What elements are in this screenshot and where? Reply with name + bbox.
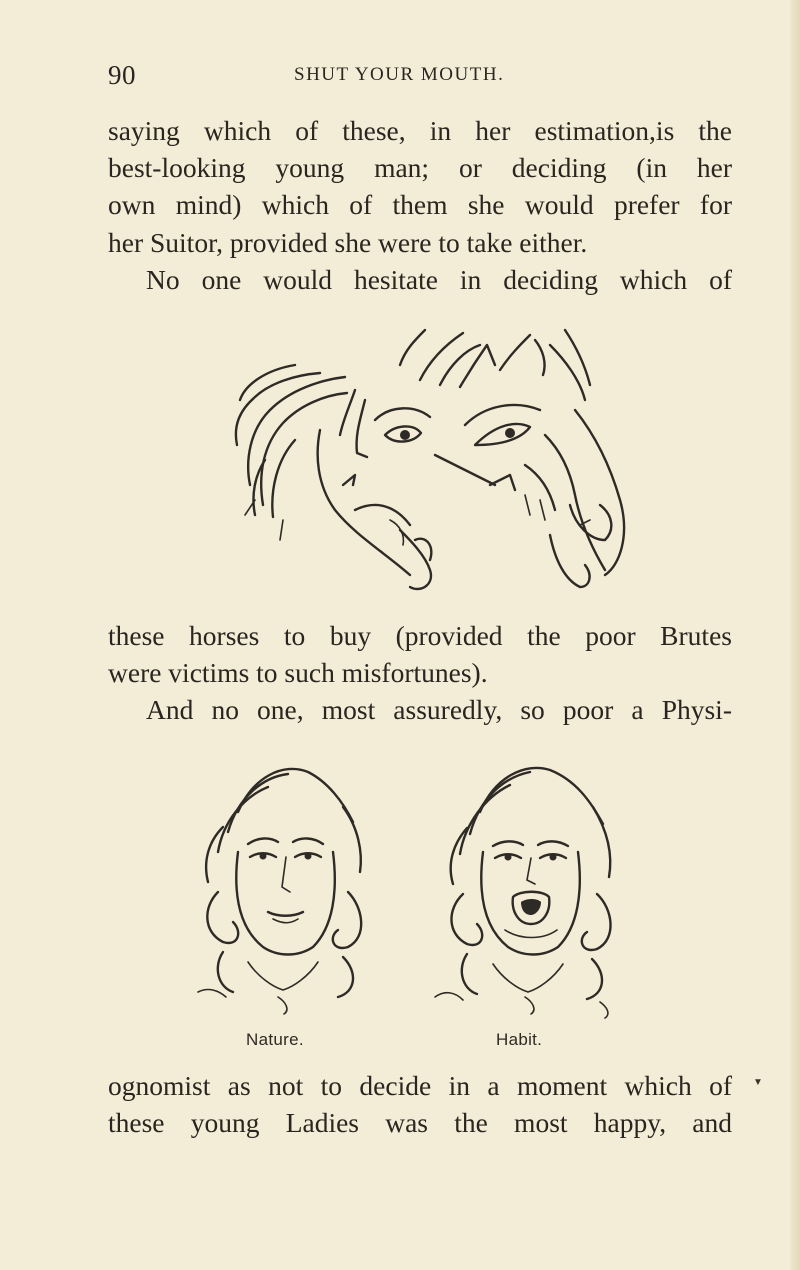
horse-heads-illustration bbox=[225, 325, 635, 600]
text-line: No one would hesitate in deciding which of bbox=[146, 263, 732, 295]
text-line: own mind) which of them she would prefer for bbox=[108, 189, 732, 221]
text-line: her Suitor, provided she were to take either. bbox=[108, 226, 588, 258]
text-line: these horses to buy (provided the poor Brutes bbox=[108, 620, 732, 651]
paragraph-1 bbox=[108, 112, 732, 298]
text-line: were victims to such misfortunes). bbox=[108, 657, 488, 689]
page-edge bbox=[790, 0, 800, 1270]
caption-nature: Nature. bbox=[246, 1030, 304, 1049]
stray-ink-mark: ▼ bbox=[753, 1077, 763, 1088]
text-line: And no one, most assuredly, so poor a Physi- bbox=[146, 694, 732, 726]
caption-habit: Habit. bbox=[496, 1030, 543, 1049]
text-line: these young Ladies was the most happy, and bbox=[108, 1107, 732, 1139]
paragraph-2 bbox=[108, 617, 732, 729]
header-title: SHUT YOUR MOUTH. bbox=[294, 64, 505, 85]
nature-face-illustration bbox=[178, 752, 388, 1022]
text-line: ognomist as not to decide in a moment which of bbox=[108, 1070, 732, 1101]
paragraph-3 bbox=[108, 1067, 732, 1141]
habit-face-illustration bbox=[425, 752, 635, 1022]
page-number: 90 bbox=[108, 60, 136, 90]
text-line: saying which of these, in her estimation,is the bbox=[108, 115, 732, 146]
running-head bbox=[108, 60, 728, 90]
text-line: best-looking young man; or deciding (in her bbox=[108, 152, 732, 184]
